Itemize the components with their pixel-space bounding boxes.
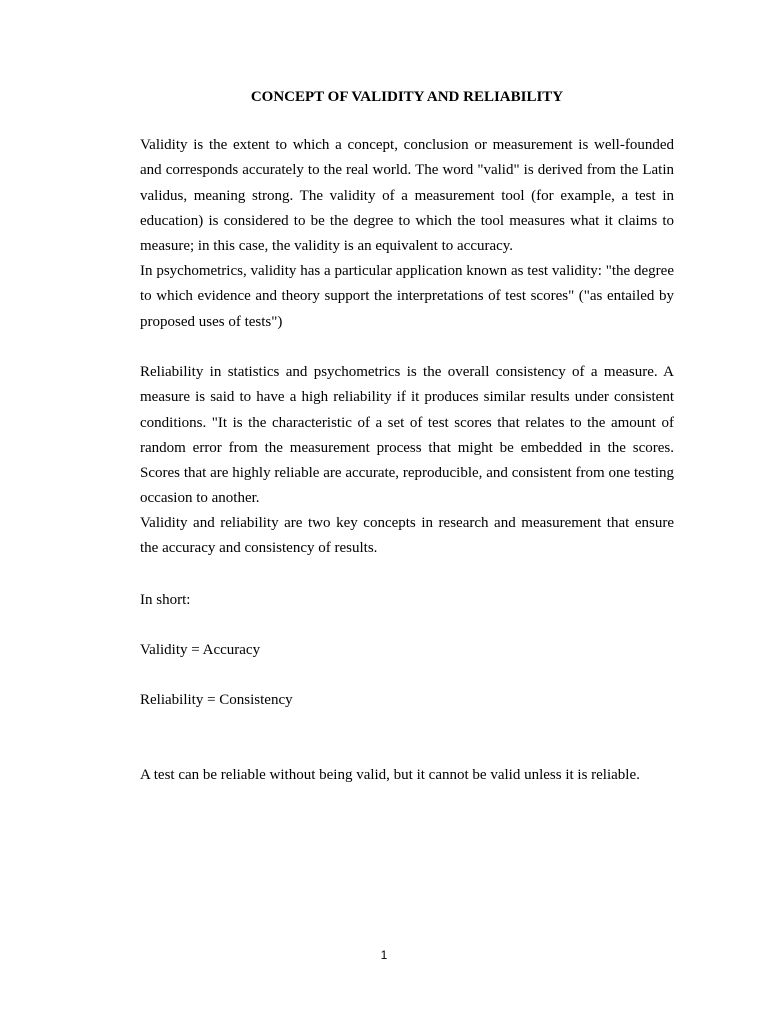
document-title: CONCEPT OF VALIDITY AND RELIABILITY xyxy=(250,89,564,105)
reliability-paragraph-2: Validity and reliability are two key concepts in research and measurement that ensure the accuracy and consistency of results. xyxy=(140,515,674,557)
reliability-paragraph-1: Reliability in statistics and psychometrics is the overall consistency of a measure. A measure is said to have a high reliability if it produces similar results under consistent conditions. "It is the characteristic of a set of test scores that relates to the amount of random error from the measurement process that might be embedded in the scores. Scores that are highly reliable are accurate, reproducible, and consistent from one testing occasion to another. xyxy=(140,364,674,507)
in-short-label: In short: xyxy=(140,592,191,608)
validity-paragraph-2: In psychometrics, validity has a particular application known as test validity: "the degree to which evidence and theory support the interpretations of test scores" ("as entailed by proposed uses of tests") xyxy=(140,263,674,330)
page-number: 1 xyxy=(380,948,388,962)
validity-paragraph-1: Validity is the extent to which a concept, conclusion or measurement is well-founded and corresponds accurately to the real world. The word "valid" is derived from the Latin validus, meaning strong. The validity of a measurement tool (for example, a test in education) is considered to be the degree to which the tool measures what it claims to measure; in this case, the validity is an equivalent to accuracy. xyxy=(140,137,674,255)
validity-summary: Validity = Accuracy xyxy=(140,642,261,658)
conclusion-sentence: A test can be reliable without being valid, but it cannot be valid unless it is reliable. xyxy=(140,767,640,783)
reliability-summary: Reliability = Consistency xyxy=(140,692,293,708)
